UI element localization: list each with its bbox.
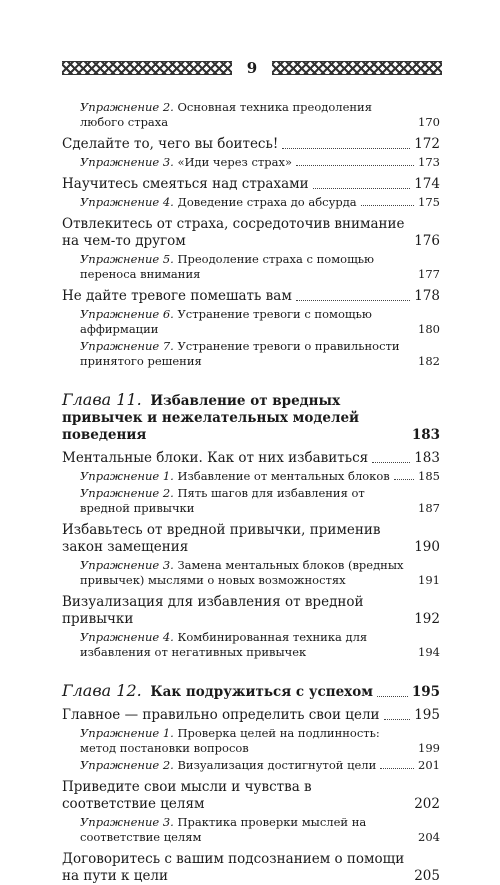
dot-leader	[377, 696, 408, 697]
entry-label: Упражнение 1.	[80, 469, 174, 483]
exercise-entry	[62, 100, 440, 130]
entry-page-number: 177	[418, 267, 440, 281]
entry-label: Упражнение 3.	[80, 815, 174, 829]
entry-title: Договоритесь с вашим подсознанием о помощи на пути к цели	[62, 851, 405, 884]
entry-page-number: 191	[418, 573, 440, 587]
entry-text	[62, 594, 408, 628]
entry-title: Комбинированная техника для избавления от негативных привычек	[80, 630, 368, 659]
entry-page-number: 201	[418, 758, 440, 772]
entry-text	[62, 450, 370, 467]
entry-text	[80, 307, 412, 337]
entry-label: Упражнение 2.	[80, 100, 174, 114]
section-entry	[62, 851, 440, 885]
dot-leader	[372, 462, 410, 463]
entry-title: Ментальные блоки. Как от них избавиться	[62, 450, 369, 466]
chapter-entry	[62, 391, 440, 444]
entry-title: Устранение тревоги с помощью аффирмации	[80, 307, 372, 336]
entry-page-number: 182	[418, 354, 440, 368]
entry-label: Упражнение 1.	[80, 726, 174, 740]
entry-label: Упражнение 2.	[80, 758, 174, 772]
entry-page-number: 170	[418, 115, 440, 129]
entry-title: Не дайте тревоге помешать вам	[62, 288, 292, 304]
entry-title: Проверка целей на подлинность: метод постановки вопросов	[80, 726, 380, 755]
exercise-entry	[62, 758, 440, 773]
entry-label: Упражнение 3.	[80, 155, 174, 169]
entry-text	[62, 391, 406, 444]
entry-text	[80, 469, 392, 484]
entry-text	[62, 522, 408, 556]
entry-page-number: 174	[414, 176, 440, 192]
entry-page-number: 194	[418, 645, 440, 659]
entry-title: Визуализация достигнутой цели	[177, 758, 377, 772]
ornament-right	[272, 61, 442, 75]
dot-leader	[394, 479, 414, 480]
entry-title: Замена ментальных блоков (вредных привычек) мыслями о новых возможностях	[80, 558, 404, 587]
entry-text	[80, 558, 412, 588]
exercise-entry	[62, 726, 440, 756]
entry-page-number: 173	[418, 155, 440, 169]
entry-page-number: 176	[414, 233, 440, 249]
entry-label: Глава 11.	[62, 390, 142, 409]
entry-text	[80, 339, 412, 369]
dot-leader	[384, 719, 411, 720]
entry-title: Доведение страха до абсурда	[177, 195, 357, 209]
entry-label: Упражнение 3.	[80, 558, 174, 572]
entry-text	[62, 682, 375, 701]
entry-page-number: 199	[418, 741, 440, 755]
entry-title: «Иди через страх»	[177, 155, 292, 169]
entry-title: Сделайте то, чего вы боитесь!	[62, 136, 279, 152]
exercise-entry	[62, 339, 440, 369]
entry-title: Преодоление страха с помощью переноса внимания	[80, 252, 375, 281]
entry-page-number: 202	[414, 796, 440, 812]
exercise-entry	[62, 815, 440, 845]
dot-leader	[361, 205, 414, 206]
dot-leader	[380, 768, 414, 769]
entry-text	[80, 486, 412, 516]
entry-text	[62, 707, 382, 724]
section-entry	[62, 522, 440, 556]
entry-page-number: 195	[414, 707, 440, 723]
entry-text	[80, 100, 412, 130]
section-entry	[62, 216, 440, 250]
entry-page-number: 204	[418, 830, 440, 844]
entry-text	[80, 195, 359, 210]
entry-text	[62, 851, 408, 885]
entry-text	[62, 288, 294, 305]
exercise-entry	[62, 155, 440, 170]
entry-page-number: 192	[414, 611, 440, 627]
entry-label: Глава 12.	[62, 681, 142, 700]
exercise-entry	[62, 558, 440, 588]
exercise-entry	[62, 486, 440, 516]
page-header	[62, 56, 442, 80]
entry-page-number: 175	[418, 195, 440, 209]
entry-page-number: 195	[411, 684, 440, 700]
entry-page-number: 180	[418, 322, 440, 336]
ornament-left	[62, 61, 232, 75]
section-entry	[62, 136, 440, 153]
entry-title: Избавьтесь от вредной привычки, применив закон замещения	[62, 522, 381, 555]
entry-title: Главное — правильно определить свои цели	[62, 707, 380, 723]
exercise-entry	[62, 307, 440, 337]
exercise-entry	[62, 195, 440, 210]
entry-title: Как подружиться с успехом	[150, 684, 373, 700]
entry-label: Упражнение 2.	[80, 486, 174, 500]
chapter-entry	[62, 682, 440, 701]
entry-text	[62, 136, 280, 153]
entry-label: Упражнение 4.	[80, 630, 174, 644]
entry-title: Приведите свои мысли и чувства в соответствие целям	[62, 779, 312, 812]
section-entry	[62, 176, 440, 193]
page-number: 9	[246, 59, 258, 77]
exercise-entry	[62, 630, 440, 660]
entry-page-number: 190	[414, 539, 440, 555]
section-entry	[62, 594, 440, 628]
entry-label: Упражнение 4.	[80, 195, 174, 209]
entry-title: Избавление от ментальных блоков	[177, 469, 390, 483]
entry-label: Упражнение 7.	[80, 339, 174, 353]
section-entry	[62, 707, 440, 724]
entry-text	[80, 815, 412, 845]
section-entry	[62, 288, 440, 305]
entry-title: Избавление от вредных привычек и нежелательных моделей поведения	[62, 393, 360, 443]
entry-text	[80, 155, 294, 170]
entry-text	[80, 726, 412, 756]
entry-page-number: 183	[411, 427, 440, 443]
entry-page-number: 205	[414, 868, 440, 884]
section-entry	[62, 450, 440, 467]
entry-page-number: 172	[414, 136, 440, 152]
entry-text	[62, 176, 311, 193]
entry-text	[80, 252, 412, 282]
entry-text	[62, 216, 408, 250]
entry-title: Научитесь смеяться над страхами	[62, 176, 309, 192]
entry-page-number: 183	[414, 450, 440, 466]
entry-title: Практика проверки мыслей на соответствие целям	[80, 815, 367, 844]
table-of-contents	[62, 98, 440, 885]
entry-page-number: 185	[418, 469, 440, 483]
entry-page-number: 187	[418, 501, 440, 515]
entry-title: Отвлекитесь от страха, сосредоточив внимание на чем-то другом	[62, 216, 405, 249]
dot-leader	[282, 148, 410, 149]
exercise-entry	[62, 469, 440, 484]
entry-text	[80, 758, 378, 773]
dot-leader	[296, 165, 414, 166]
entry-title: Пять шагов для избавления от вредной привычки	[80, 486, 365, 515]
dot-leader	[296, 300, 410, 301]
entry-label: Упражнение 5.	[80, 252, 174, 266]
entry-title: Основная техника преодоления любого страха	[80, 100, 372, 129]
entry-text	[80, 630, 412, 660]
exercise-entry	[62, 252, 440, 282]
entry-title: Устранение тревоги о правильности принятого решения	[80, 339, 400, 368]
entry-title: Визуализация для избавления от вредной привычки	[62, 594, 364, 627]
dot-leader	[313, 188, 411, 189]
entry-label: Упражнение 6.	[80, 307, 174, 321]
entry-page-number: 178	[414, 288, 440, 304]
